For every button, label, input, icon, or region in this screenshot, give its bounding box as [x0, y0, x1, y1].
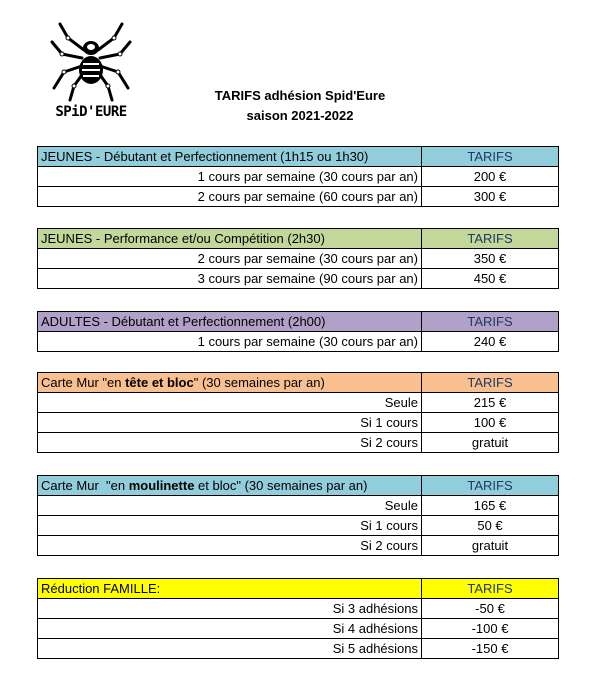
table-row: [38, 536, 559, 556]
row-price: -50 €: [422, 599, 559, 619]
table-header-row: [38, 312, 559, 332]
table-header-row: [38, 579, 559, 599]
row-label: 1 cours par semaine (30 cours par an): [38, 167, 422, 187]
row-price: 300 €: [422, 187, 559, 207]
table-header-row: [38, 147, 559, 167]
page-title: TARIFS adhésion Spid'Eure: [214, 88, 386, 103]
section-title-post: et bloc" (30 semaines par an): [194, 478, 368, 493]
row-price: gratuit: [422, 536, 559, 556]
tarifs-header: TARIFS: [422, 147, 559, 167]
section-title-pre: Carte Mur "en: [41, 375, 126, 390]
spider-icon: [48, 20, 134, 104]
table-header-row: [38, 229, 559, 249]
row-label: Si 1 cours: [38, 516, 422, 536]
row-price: 165 €: [422, 496, 559, 516]
row-label: Si 5 adhésions: [38, 639, 422, 659]
row-label: Seule: [38, 393, 422, 413]
row-label: 2 cours par semaine (30 cours par an): [38, 249, 422, 269]
table-row: [38, 269, 559, 289]
row-price: -100 €: [422, 619, 559, 639]
section-title: [38, 373, 422, 393]
row-label: 2 cours par semaine (60 cours par an): [38, 187, 422, 207]
row-label: Seule: [38, 496, 422, 516]
table-row: [38, 413, 559, 433]
spideure-logo: [48, 20, 134, 124]
section-title: JEUNES - Performance et/ou Compétition (2h30): [38, 229, 422, 249]
section-title-bold: tête et bloc: [125, 375, 194, 390]
table-reduction-famille: [37, 578, 559, 659]
table-header-row: [38, 373, 559, 393]
table-row: [38, 599, 559, 619]
section-title: JEUNES - Débutant et Perfectionnement (1h15 ou 1h30): [38, 147, 422, 167]
row-price: 200 €: [422, 167, 559, 187]
row-price: -150 €: [422, 639, 559, 659]
row-label: Si 3 adhésions: [38, 599, 422, 619]
row-price: 50 €: [422, 516, 559, 536]
table-row: [38, 639, 559, 659]
table-row: [38, 619, 559, 639]
table-row: [38, 249, 559, 269]
section-title: [38, 476, 422, 496]
tarifs-header: TARIFS: [422, 373, 559, 393]
row-price: 100 €: [422, 413, 559, 433]
row-label: Si 2 cours: [38, 433, 422, 453]
tarifs-header: TARIFS: [422, 312, 559, 332]
table-row: [38, 496, 559, 516]
row-label: Si 4 adhésions: [38, 619, 422, 639]
tarifs-header: TARIFS: [422, 579, 559, 599]
table-row: [38, 433, 559, 453]
row-label: Si 1 cours: [38, 413, 422, 433]
table-header-row: [38, 476, 559, 496]
table-row: [38, 167, 559, 187]
page-subtitle: saison 2021-2022: [246, 108, 354, 123]
table-adultes: [37, 311, 559, 352]
table-jeunes-performance: [37, 228, 559, 289]
row-price: 215 €: [422, 393, 559, 413]
table-jeunes-debutant: [37, 146, 559, 207]
section-title: ADULTES - Débutant et Perfectionnement (2h00): [38, 312, 422, 332]
row-price: 450 €: [422, 269, 559, 289]
table-row: [38, 393, 559, 413]
row-price: 240 €: [422, 332, 559, 352]
table-row: [38, 516, 559, 536]
row-label: 3 cours par semaine (90 cours par an): [38, 269, 422, 289]
section-title-post: " (30 semaines par an): [193, 375, 325, 390]
row-price: 350 €: [422, 249, 559, 269]
table-carte-moulinette-bloc: [37, 475, 559, 556]
tarifs-header: TARIFS: [422, 476, 559, 496]
tarifs-header: TARIFS: [422, 229, 559, 249]
row-label: 1 cours par semaine (30 cours par an): [38, 332, 422, 352]
section-title-pre: Carte Mur "en: [41, 478, 129, 493]
row-price: gratuit: [422, 433, 559, 453]
section-title-bold: moulinette: [128, 478, 195, 493]
table-carte-tete-bloc: [37, 372, 559, 453]
section-title: Réduction FAMILLE:: [38, 579, 422, 599]
table-row: [38, 187, 559, 207]
row-label: Si 2 cours: [38, 536, 422, 556]
logo-text: SPiD'EURE: [55, 104, 127, 120]
table-row: [38, 332, 559, 352]
